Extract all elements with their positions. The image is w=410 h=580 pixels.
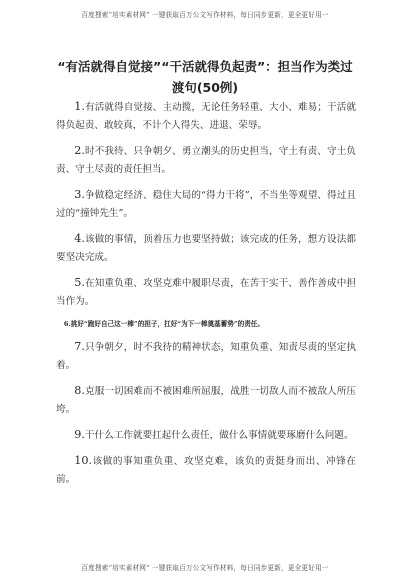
item-number: 7. [74, 340, 85, 353]
page-footer: 百度搜索“培实素材网” 一键获取百万公文写作材料，每日同步更新，更全更好用一 [81, 564, 329, 572]
list-item [56, 382, 356, 419]
list-item [56, 230, 356, 267]
list-item [56, 426, 356, 445]
item-text: 该做的事情，顶着压力也要坚持做；该完成的任务，想方设法都要坚决完成。 [56, 234, 356, 263]
item-number: 9. [74, 428, 85, 441]
item-text: 只争朝夕，时不我待的精神状态，知重负重、知责尽责的坚定执着。 [56, 342, 356, 371]
list-item [56, 142, 356, 179]
list-item [56, 98, 356, 135]
list-item [56, 452, 356, 489]
item-text: 克服一切困难而不被困难所屈服，战胜一切敌人而不被敌人所压垮。 [56, 386, 356, 415]
list-item [56, 318, 356, 330]
page-header: 百度搜索“培实素材网” 一键获取百万公文写作材料，每日同步更新，更全更好用一 [81, 11, 329, 19]
item-text: 时不我待、只争朝夕、勇立潮头的历史担当，守土有责、守土负责、守土尽责的责任担当。 [56, 146, 356, 175]
item-text: 干什么工作就要扛起什么责任，做什么事情就要琢磨什么问题。 [84, 430, 354, 441]
item-number: 4. [74, 232, 85, 245]
item-number: 5. [74, 276, 85, 289]
item-number: 8. [74, 384, 85, 397]
item-text: 挑好“跑好自己这一棒”的担子，扛好“为下一棒奠基蓄势”的责任。 [70, 320, 264, 328]
item-text: 在知重负重、攻坚克难中履职尽责，在苦干实干、善作善成中担当作为。 [56, 278, 356, 307]
item-number: 1. [74, 100, 85, 113]
list-item [56, 186, 356, 223]
list-item [56, 338, 356, 375]
item-text: 该做的事知重负重、攻坚克难，该负的责挺身而出、冲锋在前。 [56, 456, 356, 485]
document-title: “有活就得自觉接”“干活就得负起责”：担当作为类过渡句(50例) [57, 59, 353, 95]
item-number: 2. [74, 144, 85, 157]
list-item [56, 274, 356, 311]
item-number: 6. [63, 320, 71, 328]
item-text: 有活就得自觉接、主动揽，无论任务轻重、大小、难易；干活就得负起责、敢较真，不计个人得失、进退、荣辱。 [56, 102, 356, 131]
item-text: 争做稳定经济、稳住大局的“得力干将”，不当坐等观望、得过且过的“撞钟先生”。 [56, 190, 356, 219]
document-body [56, 98, 356, 496]
item-number: 10. [74, 454, 93, 467]
item-number: 3. [74, 188, 85, 201]
